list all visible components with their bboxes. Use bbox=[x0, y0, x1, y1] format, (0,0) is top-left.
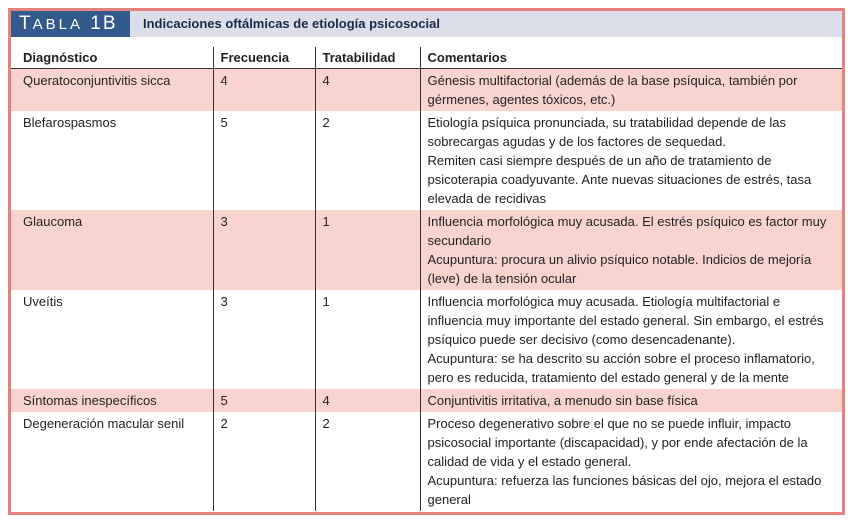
cell-frequency: 5 bbox=[213, 111, 315, 210]
cell-frequency: 4 bbox=[213, 69, 315, 112]
cell-treatability: 2 bbox=[315, 412, 420, 511]
cell-treatability: 1 bbox=[315, 210, 420, 290]
comment-paragraph: Génesis multifactorial (además de la base psíquica, también por gérmenes, agentes tóxicos, etc.) bbox=[427, 73, 798, 107]
comment-paragraph: Influencia morfológica muy acusada. El estrés psíquico es factor muy secundario bbox=[427, 214, 827, 248]
cell-comments bbox=[420, 389, 842, 412]
cell-diagnosis: Síntomas inespecíficos bbox=[11, 389, 213, 412]
table-row bbox=[11, 389, 842, 412]
header-treatability: Tratabilidad bbox=[315, 47, 420, 69]
cell-comments bbox=[420, 111, 842, 210]
cell-diagnosis: Degeneración macular senil bbox=[23, 416, 185, 431]
indications-table bbox=[11, 47, 842, 511]
table-row bbox=[11, 111, 842, 210]
cell-comments bbox=[420, 290, 842, 389]
table-label-initial: T bbox=[19, 13, 33, 34]
comment-paragraph: Influencia morfológica muy acusada. Etiología multifactorial e influencia muy importante del estado general. Sin embargo, el estrés psíquico puede ser decisivo (como desencadenante). bbox=[427, 294, 824, 347]
table-row bbox=[11, 69, 842, 112]
cell-comments bbox=[420, 412, 842, 511]
header-diagnosis: Diagnóstico bbox=[11, 47, 213, 69]
cell-diagnosis: Glaucoma bbox=[11, 210, 213, 290]
cell-treatability: 4 bbox=[315, 389, 420, 412]
header-comments: Comentarios bbox=[420, 47, 842, 69]
cell-comments bbox=[420, 69, 842, 112]
cell-frequency: 5 bbox=[213, 389, 315, 412]
comment-paragraph: Acupuntura: procura un alivio psíquico notable. Indicios de mejoría (leve) de la tensión ocular bbox=[427, 252, 812, 286]
cell-treatability: 4 bbox=[315, 69, 420, 112]
table-title: Indicaciones oftálmicas de etiología psicosocial bbox=[143, 16, 440, 31]
table-label-word: ABLA bbox=[32, 16, 83, 33]
cell-diagnosis: Queratoconjuntivitis sicca bbox=[11, 69, 213, 112]
title-bar bbox=[11, 11, 842, 37]
comment-paragraph: Remiten casi siempre después de un año de tratamiento de psicoterapia coadyuvante. Ante nuevas situaciones de estrés, tasa elevada de recidivas bbox=[427, 153, 812, 206]
header-frequency: Frecuencia bbox=[213, 47, 315, 69]
comment-paragraph: Etiología psíquica pronunciada, su tratabilidad depende de las sobrecargas agudas y de los factores de sequedad. bbox=[427, 115, 786, 149]
table-row bbox=[11, 210, 842, 290]
cell-frequency: 3 bbox=[213, 290, 315, 389]
comment-paragraph: Acupuntura: refuerza las funciones básicas del ojo, mejora el estado general bbox=[427, 473, 822, 507]
comment-paragraph: Acupuntura: se ha descrito su acción sobre el proceso inflamatorio, pero es reducida, tratamiento del estado general y de la mente bbox=[427, 351, 815, 385]
cell-frequency: 2 bbox=[213, 412, 315, 511]
cell-treatability: 1 bbox=[315, 290, 420, 389]
table-label bbox=[11, 11, 130, 37]
cell-diagnosis: Blefarospasmos bbox=[23, 115, 117, 130]
table-row bbox=[11, 412, 842, 511]
comment-paragraph: Conjuntivitis irritativa, a menudo sin base física bbox=[427, 393, 698, 408]
table-label-number: 1B bbox=[90, 13, 118, 34]
cell-treatability: 2 bbox=[315, 111, 420, 210]
comment-paragraph: Proceso degenerativo sobre el que no se puede influir, impacto psicosocial importante (discapacidad), y por ende afectación de la calidad de vida y el estado general. bbox=[427, 416, 808, 469]
table-row bbox=[11, 290, 842, 389]
cell-comments bbox=[420, 210, 842, 290]
header-row bbox=[11, 47, 842, 69]
table-frame bbox=[8, 8, 845, 515]
cell-frequency: 3 bbox=[213, 210, 315, 290]
cell-diagnosis: Uveítis bbox=[23, 294, 63, 309]
